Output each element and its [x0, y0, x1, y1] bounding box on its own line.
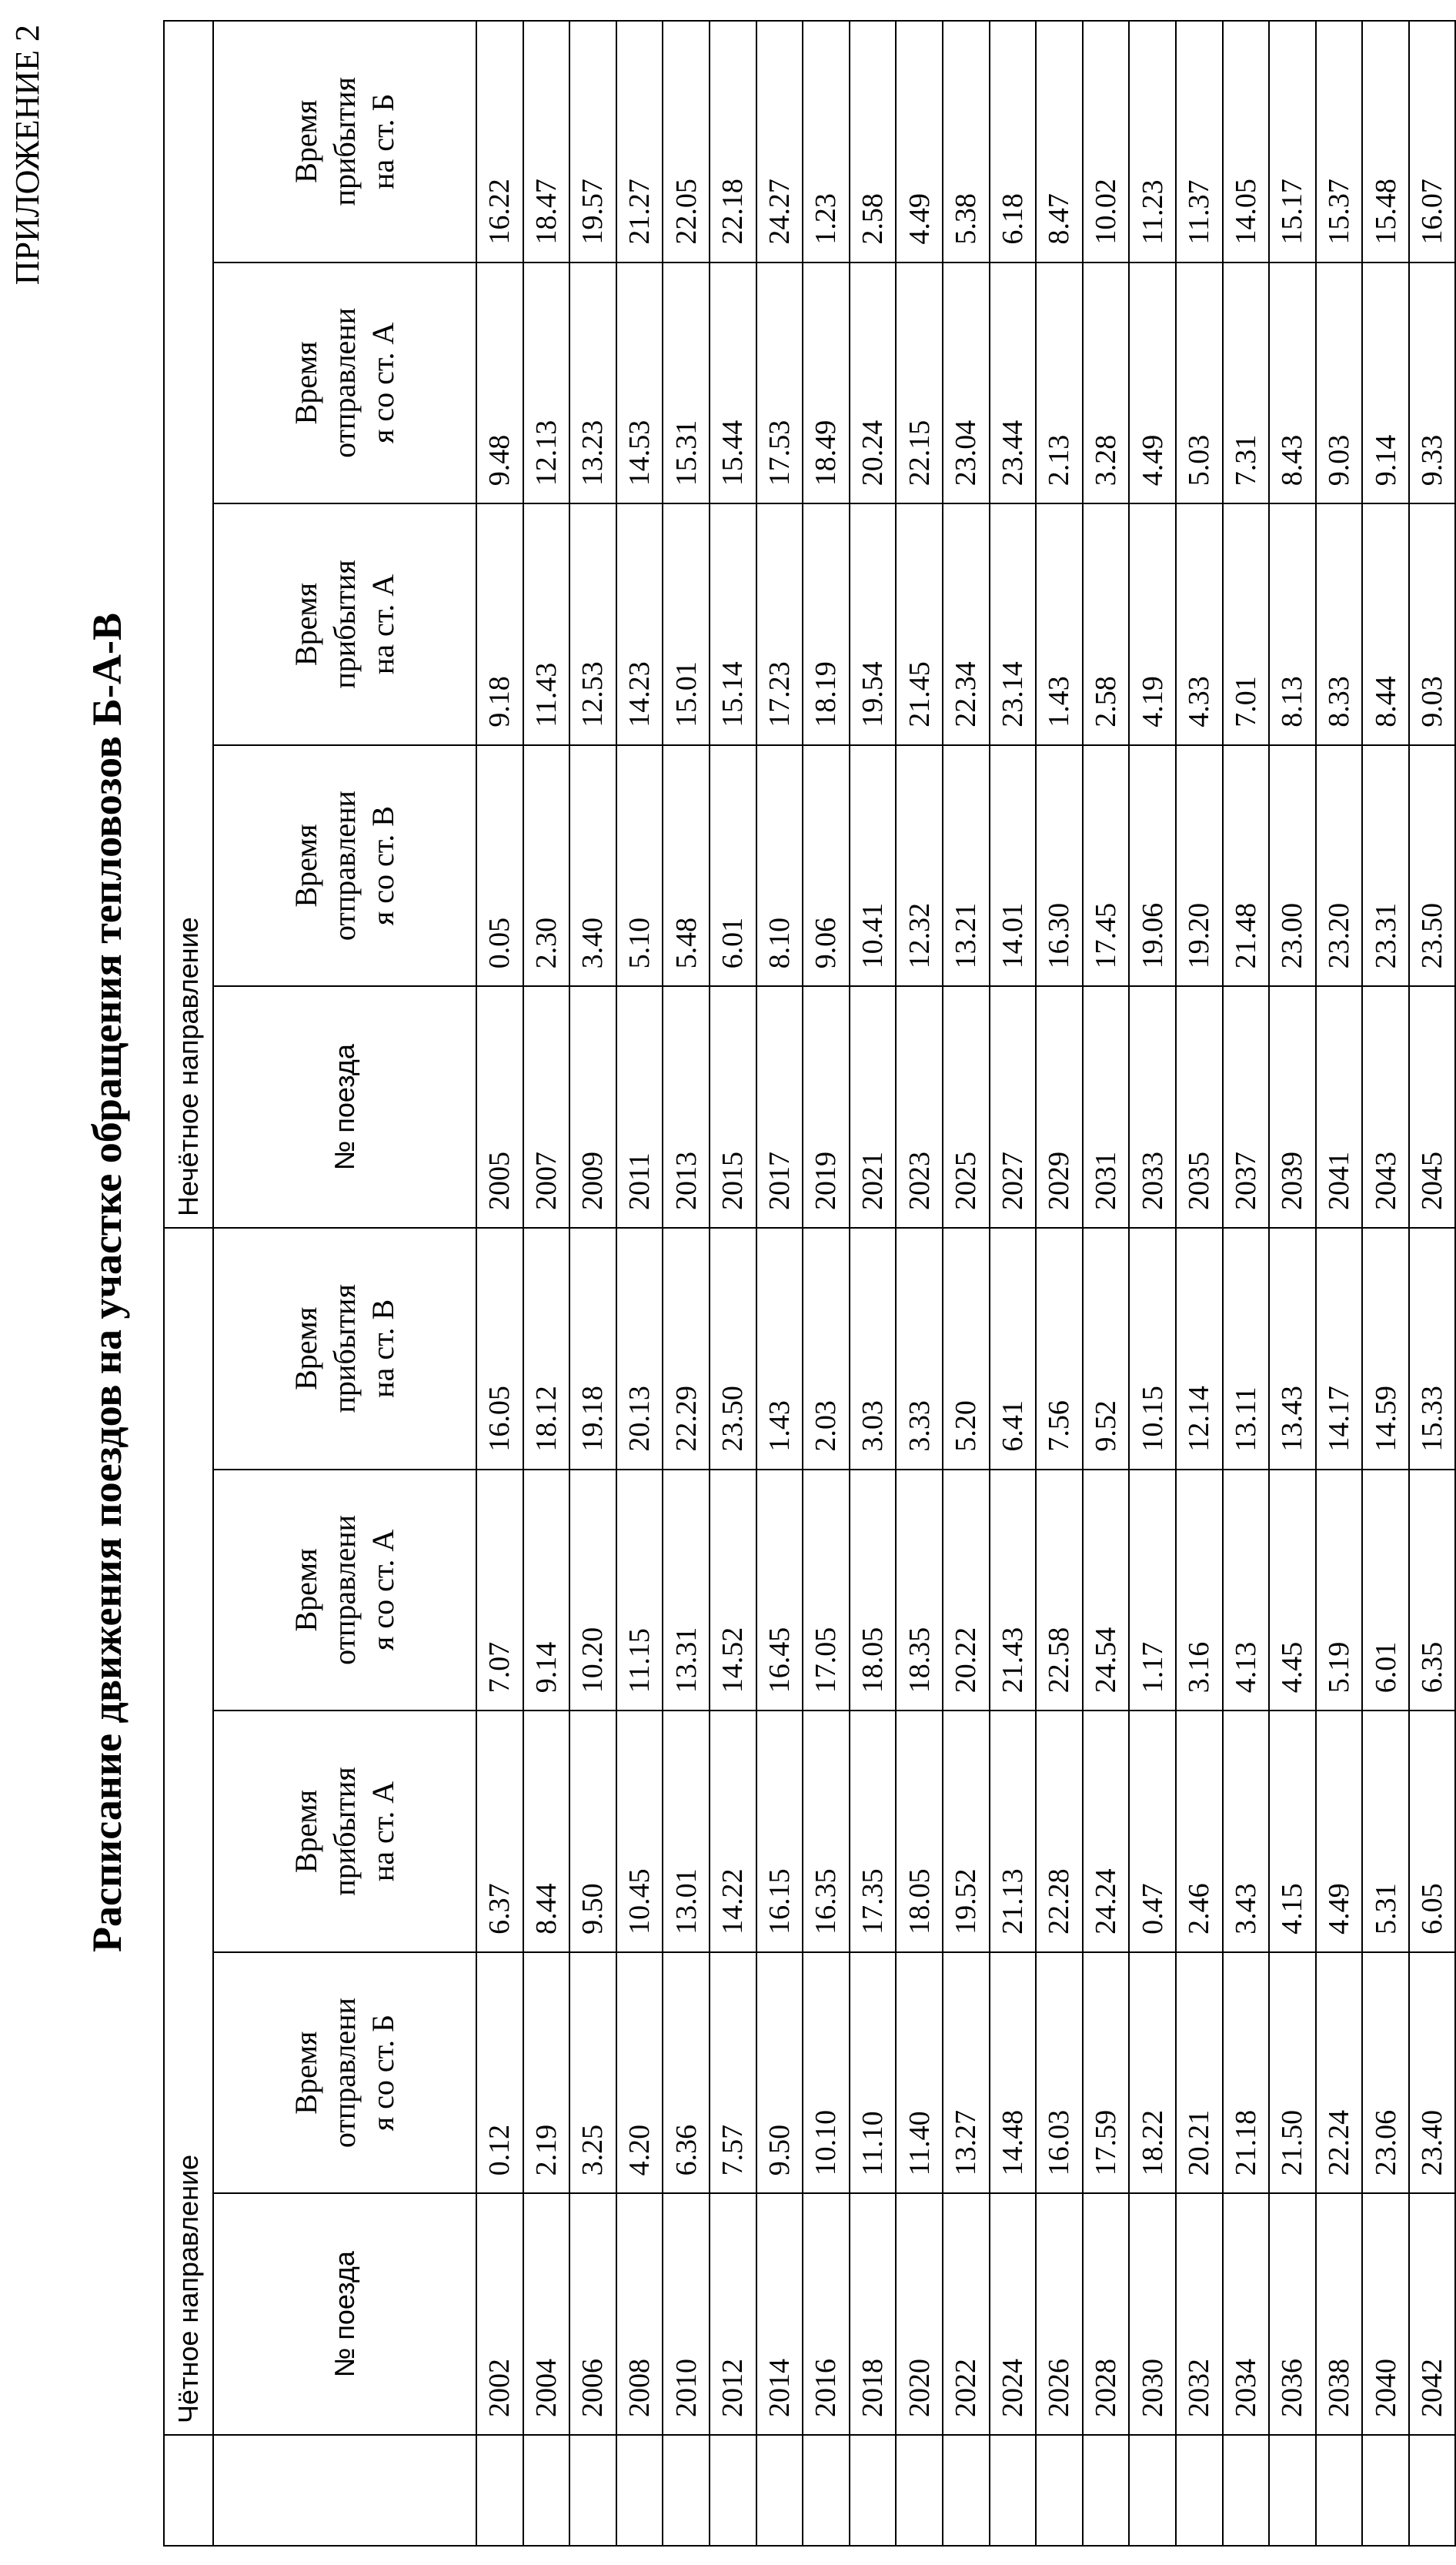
odd-arrive-b-cell: 15.17: [1269, 21, 1316, 263]
even-arrive-v-cell: 12.14: [1176, 1228, 1223, 1470]
odd-train-number-cell: 2005: [476, 986, 523, 1228]
even-arrive-a-cell: 19.52: [943, 1711, 990, 1952]
odd-depart-a-cell: 15.31: [663, 263, 710, 504]
odd-train-number-cell: 2031: [1083, 986, 1130, 1228]
table-row: [1269, 21, 1316, 2546]
odd-arrive-b-cell: 16.22: [476, 21, 523, 263]
odd-arrive-a-header: Время прибытия на ст. А: [213, 503, 476, 745]
odd-depart-a-header: Время отправлени я со ст. А: [213, 263, 476, 504]
even-depart-a-cell: 24.54: [1083, 1470, 1130, 1711]
even-arrive-a-cell: 0.47: [1129, 1711, 1176, 1952]
odd-train-number-cell: 2011: [616, 986, 663, 1228]
row-margin-cell: [896, 2435, 943, 2546]
odd-arrive-b-cell: 5.38: [943, 21, 990, 263]
even-arrive-a-cell: 4.15: [1269, 1711, 1316, 1952]
odd-train-number-cell: 2021: [850, 986, 897, 1228]
even-arrive-a-cell: 8.44: [523, 1711, 570, 1952]
odd-arrive-b-cell: 14.05: [1223, 21, 1270, 263]
odd-arrive-a-cell: 7.01: [1223, 503, 1270, 745]
row-margin-cell: [1036, 2435, 1083, 2546]
group-header-row: [164, 21, 213, 2546]
odd-depart-v-cell: 5.10: [616, 745, 663, 987]
odd-arrive-a-cell: 22.34: [943, 503, 990, 745]
even-arrive-v-cell: 5.20: [943, 1228, 990, 1470]
table-row: [1176, 21, 1223, 2546]
even-train-number-cell: 2030: [1129, 2193, 1176, 2435]
even-depart-a-cell: 7.07: [476, 1470, 523, 1711]
row-margin-cell: [1362, 2435, 1409, 2546]
odd-arrive-a-cell: 8.13: [1269, 503, 1316, 745]
even-depart-b-cell: 11.40: [896, 1952, 943, 2194]
odd-arrive-b-cell: 22.05: [663, 21, 710, 263]
odd-arrive-a-cell: 12.53: [569, 503, 616, 745]
table-row: [1129, 21, 1176, 2546]
schedule-body: [476, 21, 1455, 2546]
odd-arrive-a-cell: 15.01: [663, 503, 710, 745]
odd-arrive-b-cell: 15.48: [1362, 21, 1409, 263]
row-margin-cell: [616, 2435, 663, 2546]
odd-train-number-cell: 2017: [756, 986, 803, 1228]
even-depart-a-cell: 6.01: [1362, 1470, 1409, 1711]
even-depart-b-cell: 17.59: [1083, 1952, 1130, 2194]
odd-arrive-b-cell: 8.47: [1036, 21, 1083, 263]
even-depart-a-cell: 13.31: [663, 1470, 710, 1711]
odd-arrive-a-cell: 14.23: [616, 503, 663, 745]
row-margin-cell: [1083, 2435, 1130, 2546]
even-arrive-a-cell: 6.05: [1409, 1711, 1456, 1952]
odd-arrive-b-cell: 6.18: [990, 21, 1037, 263]
odd-arrive-b-cell: 21.27: [616, 21, 663, 263]
even-depart-a-cell: 18.35: [896, 1470, 943, 1711]
odd-depart-v-cell: 23.00: [1269, 745, 1316, 987]
even-depart-a-cell: 20.22: [943, 1470, 990, 1711]
table-row: [1083, 21, 1130, 2546]
even-arrive-a-cell: 16.35: [803, 1711, 850, 1952]
even-depart-a-cell: 9.14: [523, 1470, 570, 1711]
even-depart-b-cell: 23.06: [1362, 1952, 1409, 2194]
table-row: [523, 21, 570, 2546]
even-train-number-cell: 2010: [663, 2193, 710, 2435]
odd-arrive-b-cell: 19.57: [569, 21, 616, 263]
row-margin-cell: [1129, 2435, 1176, 2546]
even-depart-a-cell: 21.43: [990, 1470, 1037, 1711]
even-arrive-v-cell: 2.03: [803, 1228, 850, 1470]
even-depart-b-header: Время отправлени я со ст. Б: [213, 1952, 476, 2194]
table-row: [476, 21, 523, 2546]
row-margin-cell: [476, 2435, 523, 2546]
odd-depart-a-cell: 18.49: [803, 263, 850, 504]
row-margin-cell: [1223, 2435, 1270, 2546]
odd-arrive-a-cell: 8.44: [1362, 503, 1409, 745]
even-arrive-v-cell: 22.29: [663, 1228, 710, 1470]
odd-depart-v-cell: 3.40: [569, 745, 616, 987]
odd-arrive-a-cell: 23.14: [990, 503, 1037, 745]
even-arrive-v-cell: 7.56: [1036, 1228, 1083, 1470]
appendix-label: ПРИЛОЖЕНИЕ 2: [8, 25, 46, 286]
even-train-number-cell: 2040: [1362, 2193, 1409, 2435]
even-train-number-cell: 2032: [1176, 2193, 1223, 2435]
even-arrive-v-cell: 13.11: [1223, 1228, 1270, 1470]
odd-arrive-a-cell: 18.19: [803, 503, 850, 745]
odd-depart-a-cell: 3.28: [1083, 263, 1130, 504]
even-train-number-cell: 2024: [990, 2193, 1037, 2435]
odd-arrive-b-header: Время прибытия на ст. Б: [213, 21, 476, 263]
odd-train-number-cell: 2039: [1269, 986, 1316, 1228]
odd-depart-a-cell: 2.13: [1036, 263, 1083, 504]
even-depart-b-cell: 20.21: [1176, 1952, 1223, 2194]
odd-depart-v-cell: 14.01: [990, 745, 1037, 987]
odd-depart-v-cell: 8.10: [756, 745, 803, 987]
odd-depart-v-cell: 19.06: [1129, 745, 1176, 987]
odd-depart-v-cell: 5.48: [663, 745, 710, 987]
table-row: [1223, 21, 1270, 2546]
even-train-number-cell: 2012: [710, 2193, 756, 2435]
odd-arrive-a-cell: 1.43: [1036, 503, 1083, 745]
odd-depart-a-cell: 14.53: [616, 263, 663, 504]
odd-depart-a-cell: 17.53: [756, 263, 803, 504]
odd-depart-a-cell: 9.33: [1409, 263, 1456, 504]
odd-train-number-cell: 2007: [523, 986, 570, 1228]
even-depart-b-cell: 3.25: [569, 1952, 616, 2194]
row-margin-cell: [850, 2435, 897, 2546]
odd-arrive-a-cell: 2.58: [1083, 503, 1130, 745]
even-depart-a-cell: 14.52: [710, 1470, 756, 1711]
odd-train-number-cell: 2025: [943, 986, 990, 1228]
odd-depart-a-cell: 9.48: [476, 263, 523, 504]
odd-depart-a-cell: 12.13: [523, 263, 570, 504]
column-header-row: [213, 21, 476, 2546]
row-margin-cell: [569, 2435, 616, 2546]
table-row: [1409, 21, 1456, 2546]
even-arrive-a-cell: 2.46: [1176, 1711, 1223, 1952]
odd-arrive-b-cell: 22.18: [710, 21, 756, 263]
even-depart-b-cell: 16.03: [1036, 1952, 1083, 2194]
table-row: [896, 21, 943, 2546]
row-margin-cell: [663, 2435, 710, 2546]
row-margin-cell: [756, 2435, 803, 2546]
even-depart-a-cell: 22.58: [1036, 1470, 1083, 1711]
even-depart-b-cell: 6.36: [663, 1952, 710, 2194]
even-depart-b-cell: 7.57: [710, 1952, 756, 2194]
odd-arrive-a-cell: 8.33: [1316, 503, 1363, 745]
table-row: [1316, 21, 1363, 2546]
odd-depart-a-cell: 7.31: [1223, 263, 1270, 504]
even-train-number-cell: 2026: [1036, 2193, 1083, 2435]
odd-train-number-cell: 2043: [1362, 986, 1409, 1228]
even-train-number-cell: 2022: [943, 2193, 990, 2435]
odd-depart-v-cell: 17.45: [1083, 745, 1130, 987]
corner-cell: [164, 2435, 213, 2546]
schedule-table: [163, 20, 1456, 2547]
odd-arrive-b-cell: 1.23: [803, 21, 850, 263]
even-train-number-cell: 2020: [896, 2193, 943, 2435]
row-margin-cell: [1269, 2435, 1316, 2546]
even-train-number-cell: 2018: [850, 2193, 897, 2435]
table-row: [663, 21, 710, 2546]
even-arrive-a-cell: 9.50: [569, 1711, 616, 1952]
row-margin-cell: [1316, 2435, 1363, 2546]
even-arrive-v-cell: 18.12: [523, 1228, 570, 1470]
even-depart-b-cell: 14.48: [990, 1952, 1037, 2194]
odd-depart-a-cell: 9.03: [1316, 263, 1363, 504]
even-arrive-a-cell: 10.45: [616, 1711, 663, 1952]
even-depart-b-cell: 23.40: [1409, 1952, 1456, 2194]
odd-train-number-cell: 2035: [1176, 986, 1223, 1228]
even-arrive-v-cell: 1.43: [756, 1228, 803, 1470]
even-arrive-v-cell: 6.41: [990, 1228, 1037, 1470]
odd-depart-a-cell: 9.14: [1362, 263, 1409, 504]
odd-train-number-cell: 2045: [1409, 986, 1456, 1228]
even-arrive-v-cell: 23.50: [710, 1228, 756, 1470]
odd-depart-a-cell: 13.23: [569, 263, 616, 504]
even-depart-a-cell: 3.16: [1176, 1470, 1223, 1711]
even-depart-a-cell: 10.20: [569, 1470, 616, 1711]
odd-train-number-cell: 2023: [896, 986, 943, 1228]
table-row: [756, 21, 803, 2546]
even-depart-a-cell: 16.45: [756, 1470, 803, 1711]
even-arrive-v-cell: 15.33: [1409, 1228, 1456, 1470]
odd-arrive-a-cell: 19.54: [850, 503, 897, 745]
odd-depart-a-cell: 4.49: [1129, 263, 1176, 504]
even-depart-b-cell: 21.50: [1269, 1952, 1316, 2194]
even-train-number-cell: 2034: [1223, 2193, 1270, 2435]
even-depart-b-cell: 2.19: [523, 1952, 570, 2194]
even-train-number-cell: 2006: [569, 2193, 616, 2435]
even-arrive-v-cell: 14.59: [1362, 1228, 1409, 1470]
odd-arrive-a-cell: 11.43: [523, 503, 570, 745]
table-row: [710, 21, 756, 2546]
even-arrive-a-cell: 14.22: [710, 1711, 756, 1952]
table-row: [803, 21, 850, 2546]
odd-depart-v-cell: 0.05: [476, 745, 523, 987]
even-depart-b-cell: 9.50: [756, 1952, 803, 2194]
even-train-number-cell: 2038: [1316, 2193, 1363, 2435]
even-arrive-a-cell: 4.49: [1316, 1711, 1363, 1952]
odd-depart-v-header: Время отправлени я со ст. В: [213, 745, 476, 987]
even-train-number-cell: 2014: [756, 2193, 803, 2435]
even-depart-a-cell: 6.35: [1409, 1470, 1456, 1711]
row-margin-cell: [990, 2435, 1037, 2546]
odd-arrive-b-cell: 2.58: [850, 21, 897, 263]
odd-arrive-b-cell: 16.07: [1409, 21, 1456, 263]
even-train-number-cell: 2004: [523, 2193, 570, 2435]
even-depart-a-cell: 1.17: [1129, 1470, 1176, 1711]
odd-depart-v-cell: 12.32: [896, 745, 943, 987]
odd-train-number-cell: 2015: [710, 986, 756, 1228]
odd-depart-a-cell: 23.44: [990, 263, 1037, 504]
odd-depart-v-cell: 6.01: [710, 745, 756, 987]
even-arrive-a-cell: 6.37: [476, 1711, 523, 1952]
even-depart-a-cell: 5.19: [1316, 1470, 1363, 1711]
even-arrive-v-cell: 14.17: [1316, 1228, 1363, 1470]
odd-arrive-b-cell: 24.27: [756, 21, 803, 263]
odd-direction-header: Нечётное направление: [164, 21, 213, 1228]
odd-arrive-a-cell: 9.18: [476, 503, 523, 745]
row-margin-cell: [1409, 2435, 1456, 2546]
even-arrive-a-header: Время прибытия на ст. А: [213, 1711, 476, 1952]
even-train-number-header: № поезда: [213, 2193, 476, 2435]
odd-depart-a-cell: 8.43: [1269, 263, 1316, 504]
odd-depart-v-cell: 23.50: [1409, 745, 1456, 987]
even-depart-b-cell: 11.10: [850, 1952, 897, 2194]
even-depart-a-cell: 17.05: [803, 1470, 850, 1711]
even-depart-a-cell: 4.45: [1269, 1470, 1316, 1711]
table-row: [943, 21, 990, 2546]
odd-arrive-a-cell: 4.19: [1129, 503, 1176, 745]
row-margin-cell: [710, 2435, 756, 2546]
row-margin-cell: [943, 2435, 990, 2546]
even-arrive-a-cell: 24.24: [1083, 1711, 1130, 1952]
odd-depart-v-cell: 16.30: [1036, 745, 1083, 987]
odd-depart-a-cell: 15.44: [710, 263, 756, 504]
even-arrive-v-cell: 10.15: [1129, 1228, 1176, 1470]
even-arrive-a-cell: 18.05: [896, 1711, 943, 1952]
even-arrive-a-cell: 17.35: [850, 1711, 897, 1952]
even-depart-b-cell: 13.27: [943, 1952, 990, 2194]
row-margin-cell: [523, 2435, 570, 2546]
even-depart-a-cell: 18.05: [850, 1470, 897, 1711]
even-depart-b-cell: 21.18: [1223, 1952, 1270, 2194]
odd-arrive-a-cell: 21.45: [896, 503, 943, 745]
odd-train-number-cell: 2041: [1316, 986, 1363, 1228]
even-arrive-v-cell: 16.05: [476, 1228, 523, 1470]
odd-arrive-b-cell: 15.37: [1316, 21, 1363, 263]
even-arrive-v-cell: 13.43: [1269, 1228, 1316, 1470]
odd-arrive-a-cell: 17.23: [756, 503, 803, 745]
even-train-number-cell: 2028: [1083, 2193, 1130, 2435]
odd-depart-v-cell: 23.31: [1362, 745, 1409, 987]
odd-train-number-cell: 2019: [803, 986, 850, 1228]
odd-arrive-a-cell: 9.03: [1409, 503, 1456, 745]
even-train-number-cell: 2036: [1269, 2193, 1316, 2435]
table-row: [569, 21, 616, 2546]
table-row: [616, 21, 663, 2546]
even-arrive-a-cell: 21.13: [990, 1711, 1037, 1952]
even-train-number-cell: 2008: [616, 2193, 663, 2435]
odd-train-number-cell: 2009: [569, 986, 616, 1228]
even-arrive-a-cell: 16.15: [756, 1711, 803, 1952]
even-depart-a-cell: 11.15: [616, 1470, 663, 1711]
odd-arrive-a-cell: 4.33: [1176, 503, 1223, 745]
even-depart-a-cell: 4.13: [1223, 1470, 1270, 1711]
even-arrive-v-header: Время прибытия на ст. В: [213, 1228, 476, 1470]
odd-depart-a-cell: 22.15: [896, 263, 943, 504]
even-arrive-a-cell: 22.28: [1036, 1711, 1083, 1952]
table-row: [1036, 21, 1083, 2546]
even-depart-b-cell: 10.10: [803, 1952, 850, 2194]
odd-arrive-b-cell: 18.47: [523, 21, 570, 263]
odd-arrive-b-cell: 11.37: [1176, 21, 1223, 263]
even-depart-b-cell: 22.24: [1316, 1952, 1363, 2194]
odd-train-number-cell: 2027: [990, 986, 1037, 1228]
even-train-number-cell: 2042: [1409, 2193, 1456, 2435]
odd-arrive-a-cell: 15.14: [710, 503, 756, 745]
even-arrive-a-cell: 13.01: [663, 1711, 710, 1952]
even-depart-b-cell: 18.22: [1129, 1952, 1176, 2194]
odd-depart-v-cell: 2.30: [523, 745, 570, 987]
even-depart-b-cell: 0.12: [476, 1952, 523, 2194]
odd-train-number-cell: 2037: [1223, 986, 1270, 1228]
even-arrive-a-cell: 3.43: [1223, 1711, 1270, 1952]
odd-depart-v-cell: 13.21: [943, 745, 990, 987]
odd-depart-v-cell: 9.06: [803, 745, 850, 987]
row-margin-cell: [1176, 2435, 1223, 2546]
even-direction-header: Чётное направление: [164, 1228, 213, 2435]
corner-cell-lower: [213, 2435, 476, 2546]
even-depart-a-header: Время отправлени я со ст. А: [213, 1470, 476, 1711]
odd-depart-v-cell: 10.41: [850, 745, 897, 987]
odd-arrive-b-cell: 11.23: [1129, 21, 1176, 263]
table-row: [1362, 21, 1409, 2546]
odd-depart-a-cell: 5.03: [1176, 263, 1223, 504]
table-row: [850, 21, 897, 2546]
even-arrive-v-cell: 3.33: [896, 1228, 943, 1470]
even-arrive-v-cell: 20.13: [616, 1228, 663, 1470]
odd-depart-v-cell: 21.48: [1223, 745, 1270, 987]
odd-train-number-cell: 2033: [1129, 986, 1176, 1228]
even-train-number-cell: 2002: [476, 2193, 523, 2435]
odd-arrive-b-cell: 4.49: [896, 21, 943, 263]
odd-arrive-b-cell: 10.02: [1083, 21, 1130, 263]
odd-depart-a-cell: 23.04: [943, 263, 990, 504]
odd-depart-v-cell: 19.20: [1176, 745, 1223, 987]
table-row: [990, 21, 1037, 2546]
odd-depart-a-cell: 20.24: [850, 263, 897, 504]
even-arrive-v-cell: 3.03: [850, 1228, 897, 1470]
odd-train-number-cell: 2029: [1036, 986, 1083, 1228]
even-arrive-a-cell: 5.31: [1362, 1711, 1409, 1952]
even-train-number-cell: 2016: [803, 2193, 850, 2435]
document-title: Расписание движения поездов на участке обращения тепловозов Б-А-В: [84, 613, 130, 1952]
odd-train-number-header: № поезда: [213, 986, 476, 1228]
even-arrive-v-cell: 19.18: [569, 1228, 616, 1470]
even-arrive-v-cell: 9.52: [1083, 1228, 1130, 1470]
odd-train-number-cell: 2013: [663, 986, 710, 1228]
row-margin-cell: [803, 2435, 850, 2546]
odd-depart-v-cell: 23.20: [1316, 745, 1363, 987]
even-depart-b-cell: 4.20: [616, 1952, 663, 2194]
